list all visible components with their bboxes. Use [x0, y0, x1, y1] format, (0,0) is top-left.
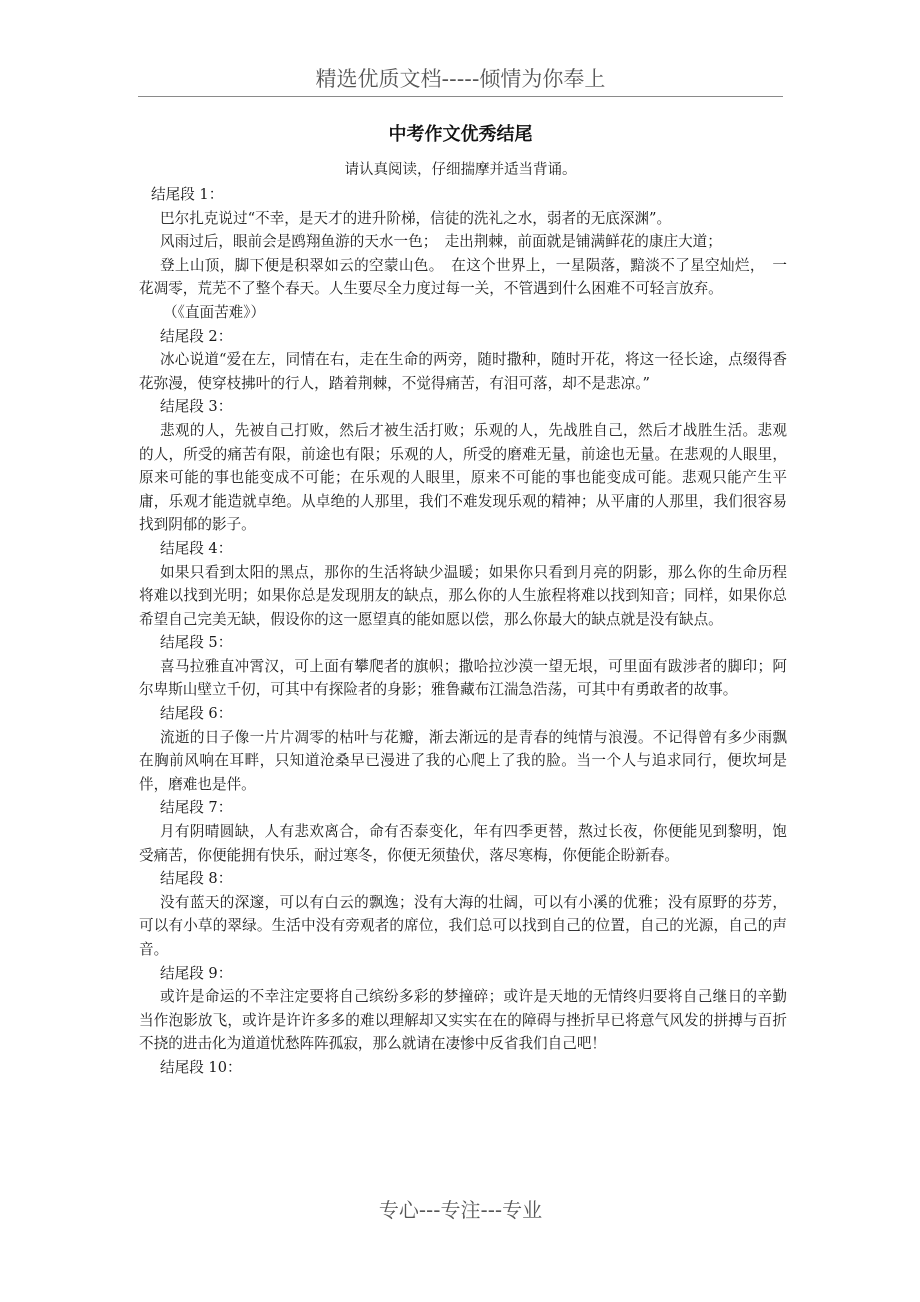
section-label: 结尾段 10：: [160, 1058, 242, 1076]
paragraph: 喜马拉雅直冲霄汉，可上面有攀爬者的旗帜；撒哈拉沙漠一望无垠，可里面有跋涉者的脚印；阿尔卑斯山壁立千仞，可其中有探险者的身影；雅鲁藏布江湍急浩荡，可其中有勇敢者的故事。: [139, 657, 787, 699]
paragraph: 月有阴晴圆缺，人有悲欢离合，命有否泰变化，年有四季更替，熬过长夜，你便能见到黎明，饱受痛苦，你便能拥有快乐，耐过寒冬，你便无须蛰伏，落尽寒梅，你便能企盼新春。: [139, 823, 787, 864]
paragraph: 悲观的人，先被自己打败，然后才被生活打败；乐观的人，先战胜自己，然后才战胜生活。悲观的人，所受的痛苦有限，前途也有限；乐观的人，所受的磨难无量，前途也无量。在悲观的人眼里，原来可能的事也能变成不可能；在乐观的人眼里，原来不可能的事也能变成可能。悲观只能产生平庸，乐观才能造就卓绝。从卓绝的人那里，我们不难发现乐观的精神；从平庸的人那里，我们很容易找到阴郁的影子。: [139, 421, 787, 534]
page-header: 精选优质文档-----倾情为你奉上: [138, 64, 783, 97]
paragraph: 没有蓝天的深邃，可以有白云的飘逸；没有大海的壮阔，可以有小溪的优雅；没有原野的芬芳，可以有小草的翠绿。生活中没有旁观者的席位，我们总可以找到自己的位置，自己的光源，自己的声音。: [139, 893, 787, 958]
paragraph: 如果只看到太阳的黑点，那你的生活将缺少温暖；如果你只看到月亮的阴影，那么你的生命历程将难以找到光明；如果你总是发现朋友的缺点，那么你的人生旅程将难以找到知音；同样，如果你总希望自己完美无缺，假设你的这一愿望真的能如愿以偿，那么你最大的缺点就是没有缺点。: [139, 563, 787, 628]
paragraph: 冰心说道“爱在左，同情在右，走在生命的两旁，随时撒种，随时开花，将这一径长途，点缀得香花弥漫，使穿枝拂叶的行人，踏着荆棘，不觉得痛苦，有泪可落，却不是悲凉。”: [139, 351, 787, 392]
section-label: 结尾段 2：: [160, 327, 233, 345]
section-label: 结尾段 6：: [160, 705, 233, 723]
page-footer: 专心---专注---专业: [378, 1198, 543, 1222]
paragraph: 流逝的日子像一片片凋零的枯叶与花瓣，渐去渐远的是青春的纯情与浪漫。不记得曾有多少雨飘在胸前风响在耳畔，只知道沧桑早已漫进了我的心爬上了我的脸。当一个人与追求同行，便坎坷是伴，磨难也是伴。: [139, 728, 787, 793]
paragraph: 巴尔扎克说过“不幸，是天才的进升阶梯，信徒的洗礼之水，弱者的无底深渊”。: [160, 209, 672, 227]
document-subtitle: 请认真阅读，仔细揣摩并适当背诵。: [344, 162, 577, 178]
source-citation: （《直面苦难》）: [163, 303, 266, 321]
section-label: 结尾段 4：: [160, 539, 233, 557]
section-label: 结尾段 7：: [160, 799, 233, 817]
document-body: [139, 183, 787, 1080]
paragraph: 登上山顶，脚下便是积翠如云的空蒙山色。 在这个世界上，一星陨落，黯淡不了星空灿烂， 一花凋零，荒芜不了整个春天。人生要尽全力度过每一关，不管遇到什么困难不可轻言放弃。: [139, 256, 787, 298]
section-label: 结尾段 8：: [160, 870, 233, 888]
paragraph: 或许是命运的不幸注定要将自己缤纷多彩的梦撞碎；或许是天地的无情终归要将自己继日的辛勤当作泡影放飞，或许是许许多多的难以理解却又实实在在的障碍与挫折早已将意气风发的拼搏与百折不挠的进击化为道道忧愁阵阵孤寂，那么就请在凄惨中反省我们自己吧！: [139, 988, 787, 1053]
section-label: 结尾段 5：: [160, 634, 233, 652]
section-label: 结尾段 1：: [151, 186, 224, 203]
paragraph: 风雨过后，眼前会是鸥翔鱼游的天水一色； 走出荆棘，前面就是铺满鲜花的康庄大道；: [160, 233, 722, 251]
section-label: 结尾段 3：: [160, 398, 233, 416]
document-title: 中考作文优秀结尾: [388, 124, 533, 145]
section-label: 结尾段 9：: [160, 964, 233, 982]
